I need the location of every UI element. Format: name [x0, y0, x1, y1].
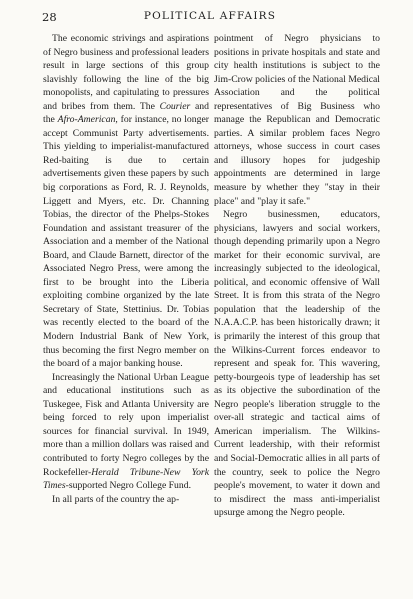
paragraph: [43, 32, 209, 371]
running-head: POLITICAL AFFAIRS: [143, 10, 277, 22]
text-run: Increasingly the National Urban League and educational institutions such as Tuskegee, Fisk and Atlanta University are being forced to rely upon imperialist sources for financial survival. In 1949, more than a million dollars was raised and contributed to forty Negro colleges by the Rockefeller-: [43, 371, 209, 478]
newspaper-title: Afro-American: [57, 114, 116, 126]
right-column: [214, 32, 380, 520]
text-run: In all parts of the country the ap-: [52, 493, 180, 505]
newspaper-title: Courier: [159, 100, 191, 112]
newspaper-title: Herald Tribune-New York Times: [43, 466, 209, 492]
text-run: The economic strivings and aspirations of Negro business and professional leaders result in large sections of this group slavishly following the line of the big monopolists, and capitulating to pressures and bribes from them. The: [43, 33, 209, 112]
paragraph: [214, 208, 380, 520]
text-run: pointment of Negro physicians to positions in private hospitals and state and city health institutions is subject to the Jim-Crow policies of the National Medical Association and the political representatives of Big Business who manage the Republican and Democratic parties. A similar problem faces Negro attorneys, whose success in court cases and illusory hopes for judgeship appointments are determined in large measure by whether they "stay in their place" and "play it safe.": [214, 33, 380, 207]
left-column: [43, 32, 209, 506]
text-run: , for instance, no longer accept Communist Party advertisements. This yielding to imperialist-manufactured Red-baiting is due to certain advertisements given these papers by such big corporations as Ford, R. J. Reynolds, Liggett and Myers, etc. Dr. Channing Tobias, the director of the Phelps-Stokes Foundation and assistant treasurer of the Association and a member of the National Board, and Claude Barnett, director of the Associated Negro Press, were among the first to be brought into the Liberia exploiting combine organized by the late Secretary of State, Stettinius. Dr. Tobias was recently elected to the board of the Modern Industrial Bank of New York, thus becoming the first Negro member on the board of a major banking house.: [43, 114, 209, 370]
text-run: Negro businessmen, educators, physicians, lawyers and social workers, though depending primarily upon a Negro market for their economic survival, are increasingly subjected to the ideological, political, and economic offensive of Wall Street. It is from this strata of the Negro population that the leadership of the N.A.A.C.P. has been historically drawn; it is primarily the interest of this group that the Wilkins-Current forces endeavor to represent and speak for. This wavering, petty-bourgeois type of leadership has set as its objective the subordination of the Negro people's liberation struggle to the over-all strategic and tactical aims of American imperialism. The Wilkins-Current leadership, with their reformist and Social-Democratic allies in all parts of the country, seek to police the Negro people's movement, to water it down and to misdirect the mass anti-imperialist upsurge among the Negro people.: [214, 209, 380, 519]
paragraph: [43, 493, 209, 507]
text-run: and the: [43, 100, 209, 126]
page-number: 28: [42, 10, 57, 24]
paragraph: [43, 371, 209, 493]
page-header: [42, 10, 378, 26]
text-run: -supported Negro College Fund.: [65, 480, 192, 492]
paragraph: [214, 32, 380, 208]
